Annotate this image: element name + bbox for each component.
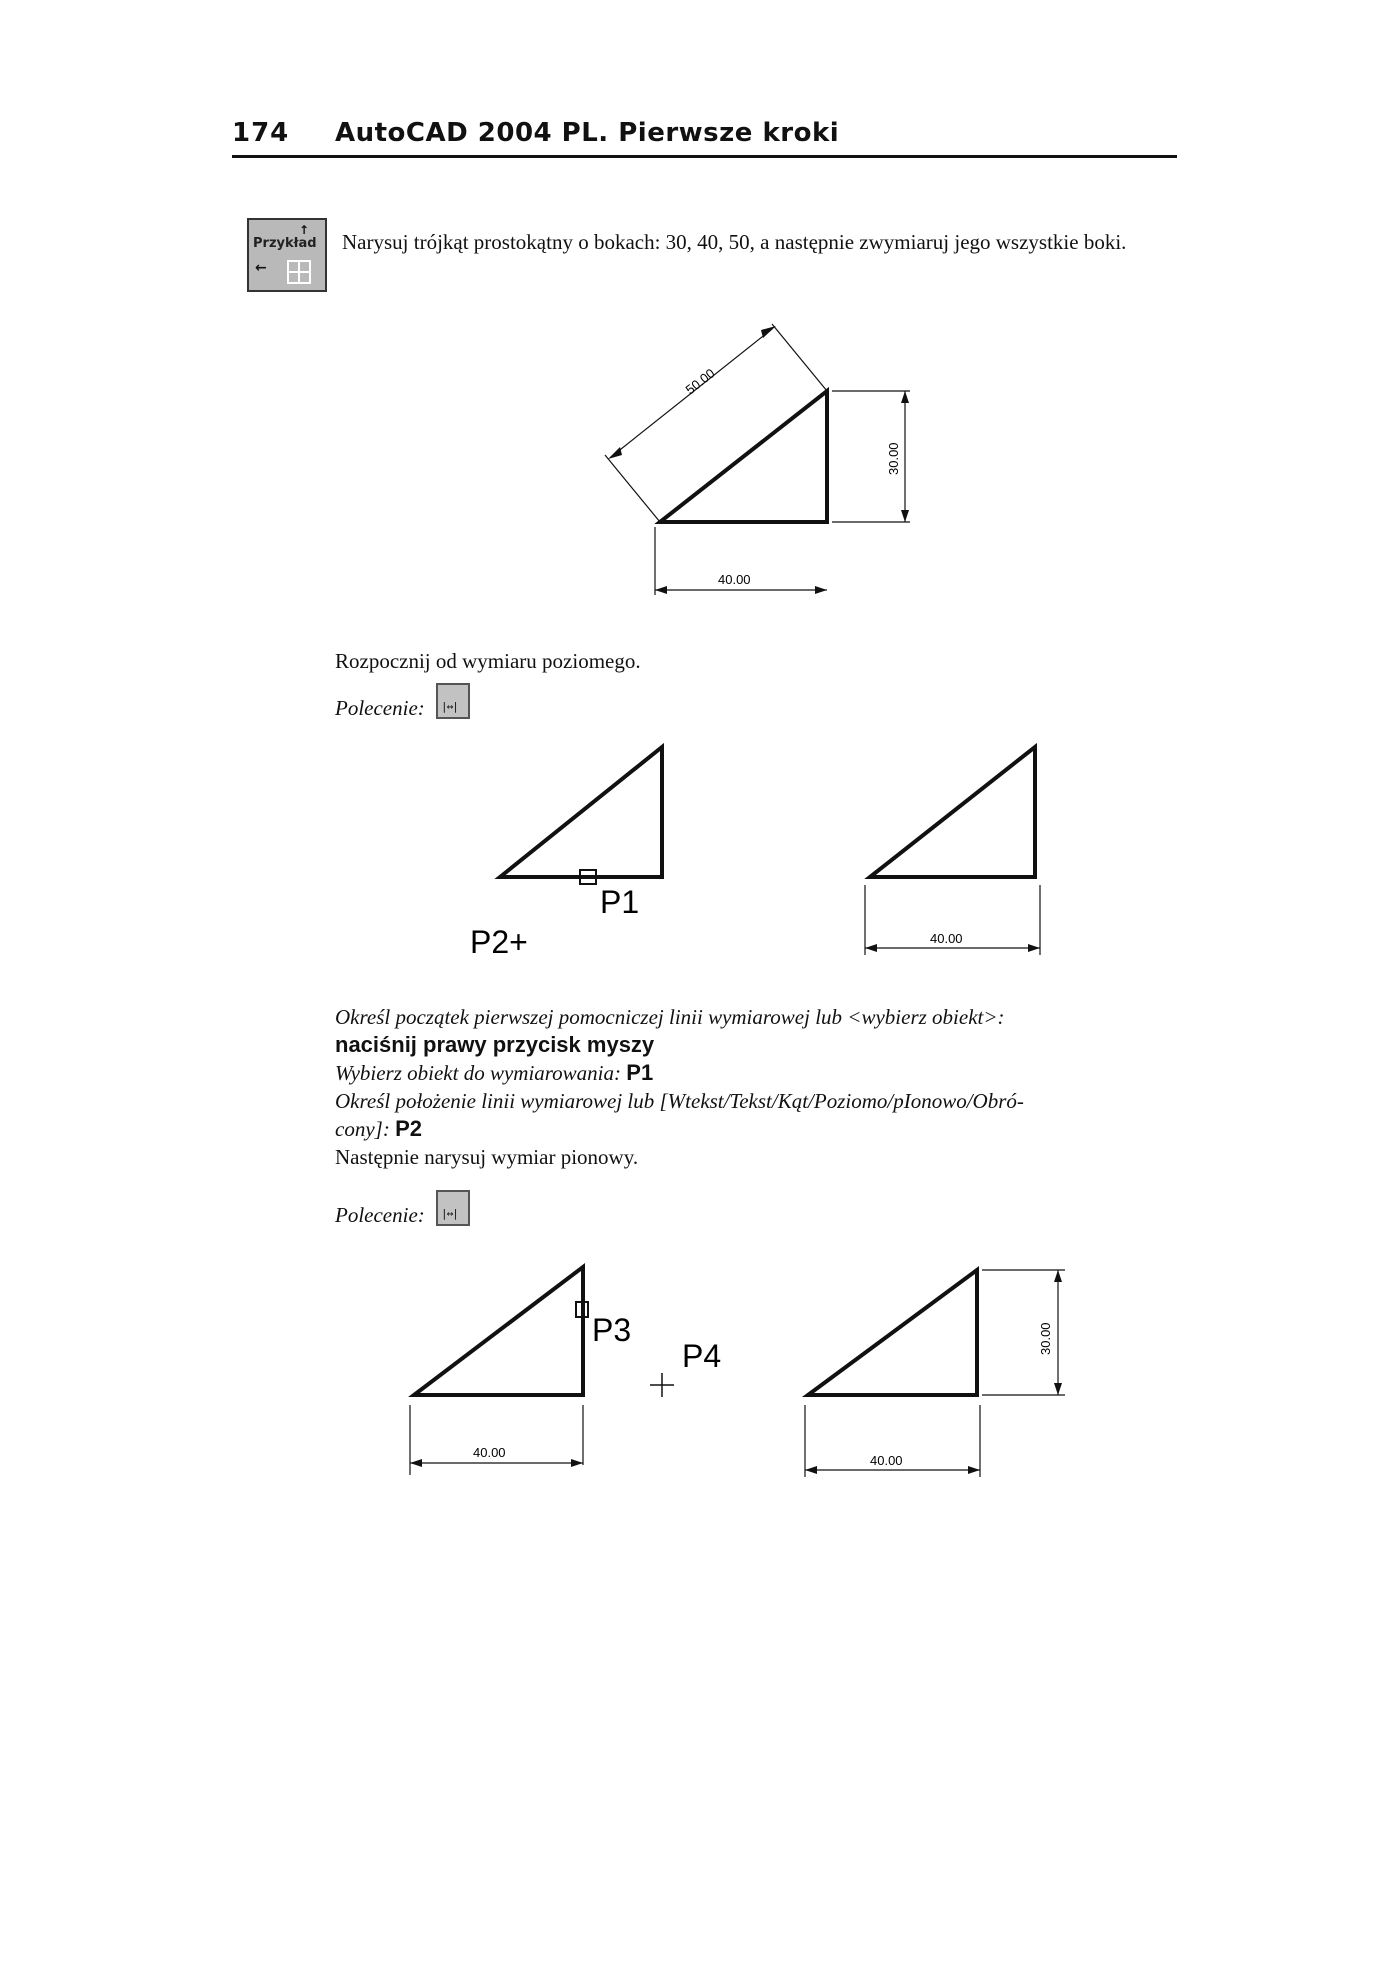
step-intro-vertical: Następnie narysuj wymiar pionowy. [335,1145,639,1169]
example-icon-label: Przykład [253,236,317,251]
task-text: Narysuj trójkąt prostokątny o bokach: 30, 40, 50, a następnie zwymiaruj jego wszystkie boki. [342,230,1127,254]
prompt-line-1: Określ początek pierwszej pomocniczej linii wymiarowej lub <wybierz obiekt>: [335,1005,1005,1029]
command-label-2: Polecenie: [335,1203,425,1227]
arrow-up-icon: ↑ [299,223,310,237]
dim-vertical-label: 30.00 [1038,1322,1053,1355]
point-p2-label: P2+ [470,924,528,960]
dim-diagonal-label: 50.00 [682,365,718,398]
figure-vertical-dimension [400,1255,1080,1485]
prompt-line-3: Określ położenie linii wymiarowej lub [Wtekst/Tekst/Kąt/Poziomo/pIonowo/Obró- [335,1089,1024,1113]
command-label: Polecenie: [335,696,425,720]
point-p4-label: P4 [682,1338,722,1374]
dim-horizontal-label: 40.00 [930,931,963,946]
linear-dimension-icon: |↔| [436,1190,470,1226]
prompt-line-3b: cony]: [335,1117,390,1141]
left-triangle-shape [500,747,662,877]
dim-horizontal-right-label: 40.00 [870,1453,903,1468]
grid-icon [287,260,311,284]
point-p3-label: P3 [592,1312,632,1348]
triangle-shape [660,391,827,522]
dim-horizontal-label: 40.00 [718,572,751,587]
figure-triangle-dimensions [590,305,930,605]
example-icon [247,218,327,292]
command-prompt-2 [335,1190,470,1229]
prompt-answer-1: naciśnij prawy przycisk myszy [335,1032,655,1057]
step-intro: Rozpocznij od wymiaru poziomego. [335,649,641,673]
left-triangle-shape [414,1267,583,1395]
prompt-answer-2: P1 [626,1060,654,1085]
point-p1-label: P1 [600,884,640,920]
linear-dimension-icon: |↔| [436,683,470,719]
page-number: 174 [232,118,290,148]
figure-horizontal-dimension [460,735,1060,975]
prompt-answer-3: P2 [395,1116,422,1141]
dim-vertical-label: 30.00 [886,442,901,475]
command-prompt [335,683,470,722]
right-triangle-shape [808,1270,977,1395]
command-prompts [335,1003,1195,1171]
prompt-line-2: Wybierz obiekt do wymiarowania: [335,1061,622,1085]
header-rule [232,155,1177,158]
dim-horizontal-left-label: 40.00 [473,1445,506,1460]
right-triangle-shape [870,747,1035,877]
running-header-title: AutoCAD 2004 PL. Pierwsze kroki [335,118,840,148]
arrow-left-icon: ← [255,260,267,276]
